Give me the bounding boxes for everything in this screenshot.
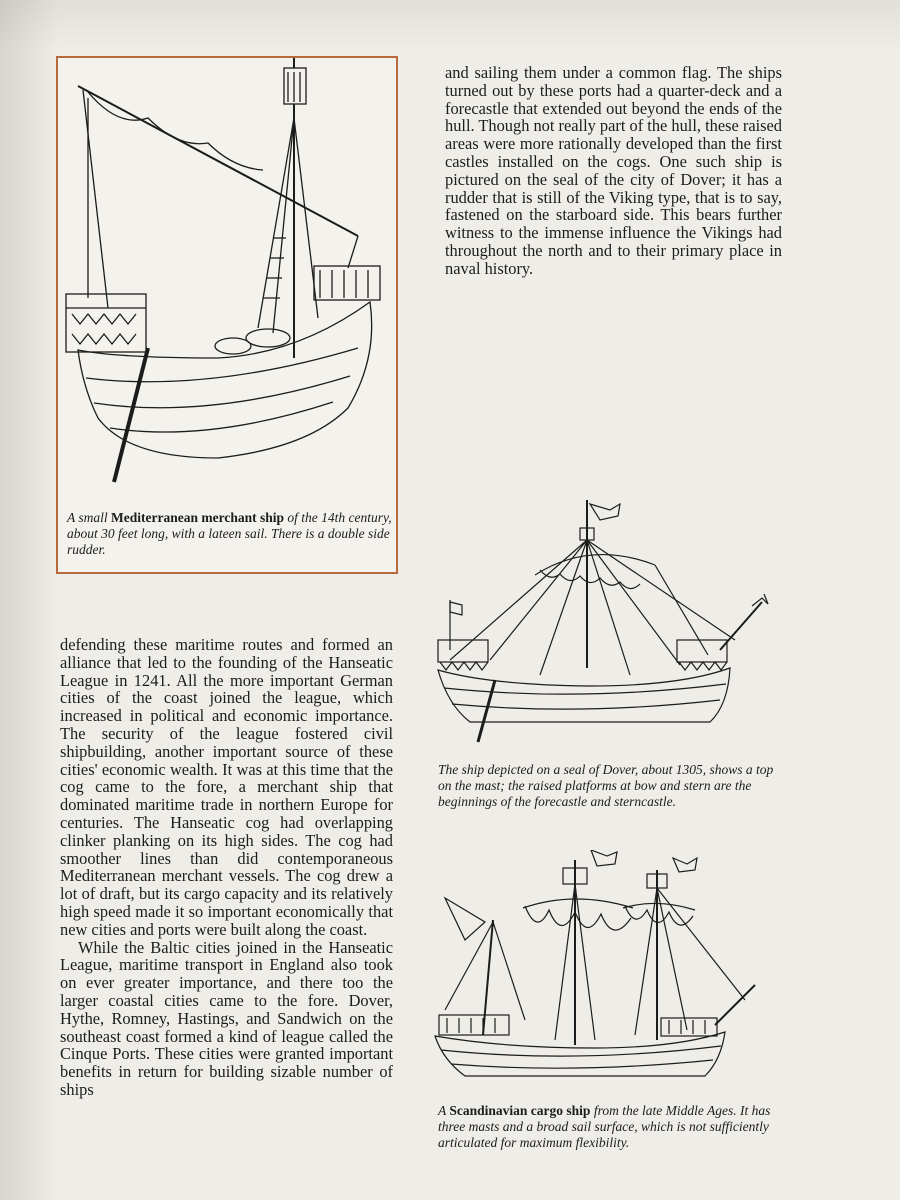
scandinavian-ship-illustration: [425, 850, 765, 1095]
scandinavian-ship-caption: A Scandinavian cargo ship from the late Middle Ages. It has three masts and a broad sail surface, which is not sufficiently articulated for maximum flexibility.: [438, 1103, 771, 1150]
dover-ship-caption: The ship depicted on a seal of Dover, about 1305, shows a top on the mast; the raised platforms at bow and stern are the beginnings of the forecastle and sterncastle.: [438, 762, 774, 809]
dover-ship-illustration: [430, 490, 790, 750]
mediterranean-ship-figure-frame: [56, 56, 398, 574]
facing-page-bleed: [580, 22, 880, 48]
right-column-text: and sailing them under a common flag. The ships turned out by these ports had a quarter-deck and a forecastle that extended out beyond the ends of the hull. Though not really part of the hull, these raised areas were more rationally developed than the first castles installed on the cogs. One such ship is pictured on the seal of the city of Dover; it has a rudder that is still of the Viking type, that is to say, fastened on the starboard side. This bears further witness to the immense influence the Vikings had throughout the north and to their primary place in naval history.: [445, 63, 782, 278]
left-column-text: defending these maritime routes and formed an alliance that led to the founding of the Hanseatic League in 1241. All the more important German cities of the coast joined the league, which increased in political and economic importance. The security of the league fostered civil shipbuilding, another important source of these cities' economic wealth. It was at this time that the cog came to the fore, a merchant ship that dominated maritime trade in northern Europe for centuries. The Hanseatic cog had overlapping clinker planking on its high sides. The cog had smoother lines than did contemporaneous Mediterranean merchant vessels. The cog drew a lot of draft, but its cargo capacity and its relatively high speed made it so important economically that new cities and ports were built along the coast. While the Baltic cities joined in the Hanseatic League, maritime transport in England also took on ever greater importance, and there too the larger coastal cities came to the fore. Dover, Hythe, Romney, Hastings, and Sandwich on the southeast coast formed a kind of league called the Cinque Ports. These cities were granted important benefits in return for building sizable number of ships: [60, 635, 393, 1099]
page-gutter-shadow: [0, 0, 60, 1200]
mediterranean-ship-caption: A small Mediterranean merchant ship of the 14th century, about 30 feet long, with a lateen sail. There is a double side rudder.: [67, 510, 392, 557]
mediterranean-ship-illustration: [58, 58, 398, 488]
